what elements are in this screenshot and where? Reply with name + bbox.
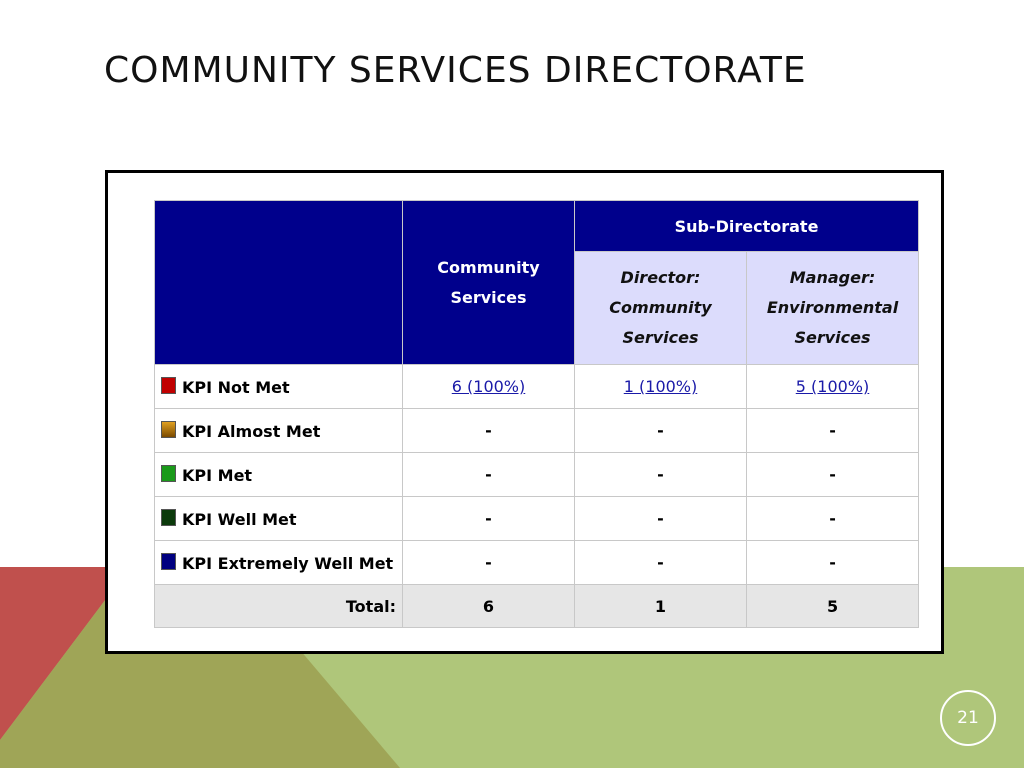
- header-director: Director: Community Services: [575, 252, 747, 365]
- row-label: KPI Extremely Well Met: [155, 541, 403, 585]
- value-cell: -: [575, 497, 747, 541]
- kpi-met-swatch-icon: [161, 465, 176, 482]
- value-cell: -: [403, 409, 575, 453]
- slide-title: COMMUNITY SERVICES DIRECTORATE: [104, 50, 807, 91]
- value-cell: -: [747, 453, 919, 497]
- manager-not-met-link[interactable]: 5 (100%): [795, 377, 870, 396]
- header-manager: Manager: Environmental Services: [747, 252, 919, 365]
- value-cell: -: [575, 541, 747, 585]
- kpi-almost-met-swatch-icon: [161, 421, 176, 438]
- value-cell: -: [403, 453, 575, 497]
- value-cell: -: [747, 541, 919, 585]
- value-cell: -: [575, 453, 747, 497]
- total-label: Total:: [155, 585, 403, 628]
- total-row: [155, 585, 919, 628]
- kpi-table: [154, 200, 919, 628]
- header-sub-directorate: Sub-Directorate: [575, 201, 919, 252]
- value-cell: -: [747, 409, 919, 453]
- row-label: KPI Almost Met: [155, 409, 403, 453]
- table-row: [155, 365, 919, 409]
- value-cell: -: [403, 541, 575, 585]
- value-cell: -: [575, 409, 747, 453]
- table-row: [155, 409, 919, 453]
- kpi-not-met-swatch-icon: [161, 377, 176, 394]
- director-not-met-link[interactable]: 1 (100%): [623, 377, 698, 396]
- row-label: KPI Well Met: [155, 497, 403, 541]
- screenshot-frame: [105, 170, 944, 654]
- page-number-badge: 21: [940, 690, 996, 746]
- community-services-not-met-link[interactable]: 6 (100%): [451, 377, 526, 396]
- kpi-extremely-well-met-swatch-icon: [161, 553, 176, 570]
- table-row: [155, 541, 919, 585]
- total-director: 1: [575, 585, 747, 628]
- total-manager: 5: [747, 585, 919, 628]
- table-row: [155, 497, 919, 541]
- row-label: KPI Not Met: [155, 365, 403, 409]
- header-community-services: Community Services: [403, 201, 575, 365]
- kpi-well-met-swatch-icon: [161, 509, 176, 526]
- total-community-services: 6: [403, 585, 575, 628]
- value-cell: -: [747, 497, 919, 541]
- row-label: KPI Met: [155, 453, 403, 497]
- header-blank-cell: [155, 201, 403, 365]
- value-cell: -: [403, 497, 575, 541]
- table-row: [155, 453, 919, 497]
